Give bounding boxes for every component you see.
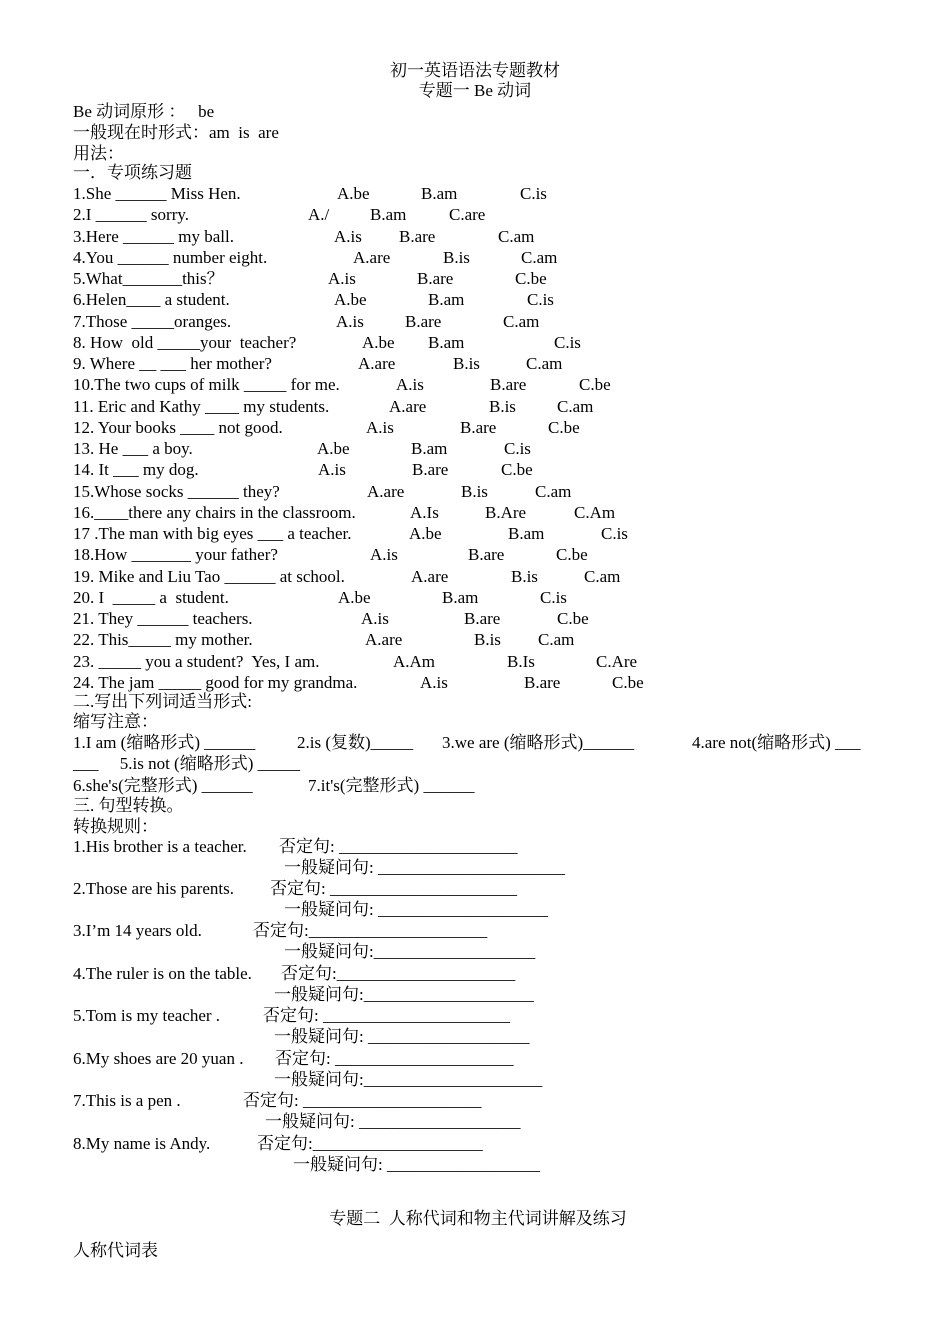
option-b: B.am xyxy=(421,184,458,203)
option-b: B.Is xyxy=(507,651,535,671)
word-form-item-3: 3.we are (缩略形式)______ xyxy=(442,733,635,752)
word-form-item-6: 6.she's(完整形式) ______ xyxy=(73,776,253,795)
option-b: B.are xyxy=(412,460,449,480)
section-three-heading: 三. 句型转换。 xyxy=(73,796,184,815)
section-two-heading: 二.写出下列词适当形式: xyxy=(73,692,252,711)
option-b: B.is xyxy=(511,566,538,586)
question-text: 24. The jam _____ good for my grandma. xyxy=(73,672,358,692)
option-b: B.are xyxy=(417,269,454,288)
option-a: A.is xyxy=(420,672,448,692)
option-a: A.are xyxy=(389,396,427,416)
option-c: C.am xyxy=(557,396,594,416)
option-c: C.Am xyxy=(574,502,616,522)
question-text: 8. How old _____your teacher? xyxy=(73,332,297,352)
option-a: A.is xyxy=(366,417,394,437)
option-a: A.Is xyxy=(410,502,439,522)
topic-one-title: 专题一 Be 动词 xyxy=(418,81,532,100)
be-base-form: Be 动词原形 ： be xyxy=(73,102,215,121)
option-c: C.is xyxy=(601,524,628,543)
source-sentence: 7.This is a pen . xyxy=(73,1091,181,1110)
word-form-item-1: 1.I am (缩略形式) ______ xyxy=(73,733,256,752)
option-c: C.be xyxy=(556,545,588,565)
option-c: C.be xyxy=(515,269,547,288)
source-sentence: 8.My name is Andy. xyxy=(73,1134,211,1153)
negative-sentence-blank: 否定句: _____________________ xyxy=(275,1049,514,1068)
option-b: B.am xyxy=(428,332,465,352)
option-b: B.is xyxy=(474,630,501,650)
option-a: A.are xyxy=(367,481,405,501)
option-b: B.are xyxy=(399,226,436,246)
negative-sentence-blank: 否定句: ______________________ xyxy=(270,879,517,898)
option-a: A.be xyxy=(409,524,442,543)
option-a: A.are xyxy=(365,630,403,650)
option-b: B.is xyxy=(443,247,470,267)
question-text: 21. They ______ teachers. xyxy=(73,609,253,628)
question-sentence-blank: 一般疑问句: ______________________ xyxy=(284,858,565,877)
option-c: C.is xyxy=(504,439,531,458)
question-text: 11. Eric and Kathy ____ my students. xyxy=(73,396,330,416)
question-sentence-blank: 一般疑问句:_____________________ xyxy=(274,1070,543,1089)
option-a: A.is xyxy=(318,460,346,480)
option-a: A.are xyxy=(358,354,396,373)
option-a: A.be xyxy=(334,290,367,310)
question-text: 20. I _____ a student. xyxy=(73,587,229,607)
section-one-heading: 一．专项练习题 xyxy=(73,163,192,182)
question-text: 1.She ______ Miss Hen. xyxy=(73,184,241,203)
option-c: C.am xyxy=(584,566,621,586)
option-a: A.are xyxy=(411,566,449,586)
option-b: B.am xyxy=(428,290,465,310)
question-text: 9. Where __ ___ her mother? xyxy=(73,354,272,373)
question-text: 14. It ___ my dog. xyxy=(73,460,199,480)
option-b: B.is xyxy=(489,396,516,416)
word-form-item-7: 7.it's(完整形式) ______ xyxy=(308,776,475,795)
question-sentence-blank: 一般疑问句: ____________________ xyxy=(284,900,548,919)
option-c: C.is xyxy=(520,184,547,203)
question-text: 6.Helen____ a student. xyxy=(73,290,230,310)
word-form-item-4: 4.are not(缩略形式) ___ xyxy=(692,733,861,752)
option-a: A.be xyxy=(362,332,395,352)
source-sentence: 6.My shoes are 20 yuan . xyxy=(73,1049,244,1068)
option-b: B.is xyxy=(461,481,488,501)
question-text: 10.The two cups of milk _____ for me. xyxy=(73,375,340,395)
question-sentence-blank: 一般疑问句: __________________ xyxy=(293,1155,540,1174)
option-b: B.Are xyxy=(485,502,527,522)
source-sentence: 4.The ruler is on the table. xyxy=(73,964,252,983)
topic-two-title: 专题二 人称代词和物主代词讲解及练习 xyxy=(329,1209,627,1228)
option-b: B.are xyxy=(460,417,497,437)
option-b: B.are xyxy=(464,609,501,628)
option-c: C.be xyxy=(579,375,611,395)
option-c: C.be xyxy=(501,460,533,480)
option-a: A./ xyxy=(308,205,330,225)
option-a: A.is xyxy=(361,609,389,628)
option-c: C.be xyxy=(548,417,580,437)
question-sentence-blank: 一般疑问句:____________________ xyxy=(274,985,534,1004)
option-a: A.are xyxy=(353,247,391,267)
option-b: B.is xyxy=(453,354,480,373)
option-a: A.be xyxy=(337,184,370,203)
option-b: B.are xyxy=(405,311,442,331)
question-text: 16.____there any chairs in the classroom. xyxy=(73,502,356,522)
negative-sentence-blank: 否定句: _____________________ xyxy=(243,1091,482,1110)
option-b: B.are xyxy=(468,545,505,565)
negative-sentence-blank: 否定句:_____________________ xyxy=(281,964,516,983)
option-b: B.am xyxy=(370,205,407,225)
present-forms: 一般现在时形式：am is are xyxy=(73,123,279,142)
question-text: 12. Your books ____ not good. xyxy=(73,417,283,437)
negative-sentence-blank: 否定句:____________________ xyxy=(257,1134,483,1153)
source-sentence: 1.His brother is a teacher. xyxy=(73,837,247,856)
word-form-item-5: ___ 5.is not (缩略形式) _____ xyxy=(73,754,301,773)
option-c: C.am xyxy=(526,354,563,373)
negative-sentence-blank: 否定句: _____________________ xyxy=(279,837,518,856)
option-b: B.are xyxy=(524,672,561,692)
question-text: 19. Mike and Liu Tao ______ at school. xyxy=(73,566,345,586)
option-a: A.Am xyxy=(393,651,436,671)
option-c: C.am xyxy=(538,630,575,650)
option-c: C.Are xyxy=(596,651,638,671)
question-text: 18.How _______ your father? xyxy=(73,545,278,565)
option-c: C.am xyxy=(521,247,558,267)
source-sentence: 2.Those are his parents. xyxy=(73,879,234,898)
option-c: C.am xyxy=(498,226,535,246)
option-b: B.am xyxy=(508,524,545,543)
question-text: 15.Whose socks ______ they? xyxy=(73,481,280,501)
option-c: C.am xyxy=(503,311,540,331)
option-a: A.is xyxy=(334,226,362,246)
question-text: 13. He ___ a boy. xyxy=(73,439,193,458)
question-text: 23. _____ you a student? Yes, I am. xyxy=(73,651,320,671)
question-sentence-blank: 一般疑问句: ___________________ xyxy=(274,1027,530,1046)
option-c: C.is xyxy=(527,290,554,310)
question-text: 5.What_______this？ xyxy=(73,269,224,288)
option-a: A.is xyxy=(370,545,398,565)
negative-sentence-blank: 否定句:_____________________ xyxy=(253,921,488,940)
option-c: C.be xyxy=(557,609,589,628)
option-c: C.am xyxy=(535,481,572,501)
document-title: 初一英语语法专题教材 xyxy=(390,61,560,80)
option-c: C.be xyxy=(612,672,644,692)
source-sentence: 3.I’m 14 years old. xyxy=(73,921,202,940)
question-sentence-blank: 一般疑问句:___________________ xyxy=(284,942,536,961)
negative-sentence-blank: 否定句: ______________________ xyxy=(263,1006,510,1025)
option-c: C.is xyxy=(554,332,581,352)
question-sentence-blank: 一般疑问句: ___________________ xyxy=(265,1112,521,1131)
option-a: A.is xyxy=(336,311,364,331)
option-b: B.are xyxy=(490,375,527,395)
option-a: A.is xyxy=(328,269,356,288)
option-c: C.is xyxy=(540,587,567,607)
option-c: C.are xyxy=(449,205,486,225)
question-text: 2.I ______ sorry. xyxy=(73,205,189,225)
question-text: 3.Here ______ my ball. xyxy=(73,226,234,246)
word-form-item-2: 2.is (复数)_____ xyxy=(297,733,414,752)
option-a: A.is xyxy=(396,375,424,395)
source-sentence: 5.Tom is my teacher . xyxy=(73,1006,221,1025)
option-b: B.am xyxy=(442,587,479,607)
question-text: 22. This_____ my mother. xyxy=(73,630,253,650)
option-a: A.be xyxy=(317,439,350,458)
option-b: B.am xyxy=(411,439,448,458)
usage-label: 用法： xyxy=(73,144,124,163)
pronoun-table-label: 人称代词表 xyxy=(73,1241,158,1260)
question-text: 7.Those _____oranges. xyxy=(73,311,232,331)
abbreviation-note: 缩写注意： xyxy=(73,712,158,731)
question-text: 4.You ______ number eight. xyxy=(73,247,268,267)
question-text: 17 .The man with big eyes ___ a teacher. xyxy=(73,524,352,543)
conversion-rules-label: 转换规则： xyxy=(73,817,158,836)
option-a: A.be xyxy=(338,587,371,607)
